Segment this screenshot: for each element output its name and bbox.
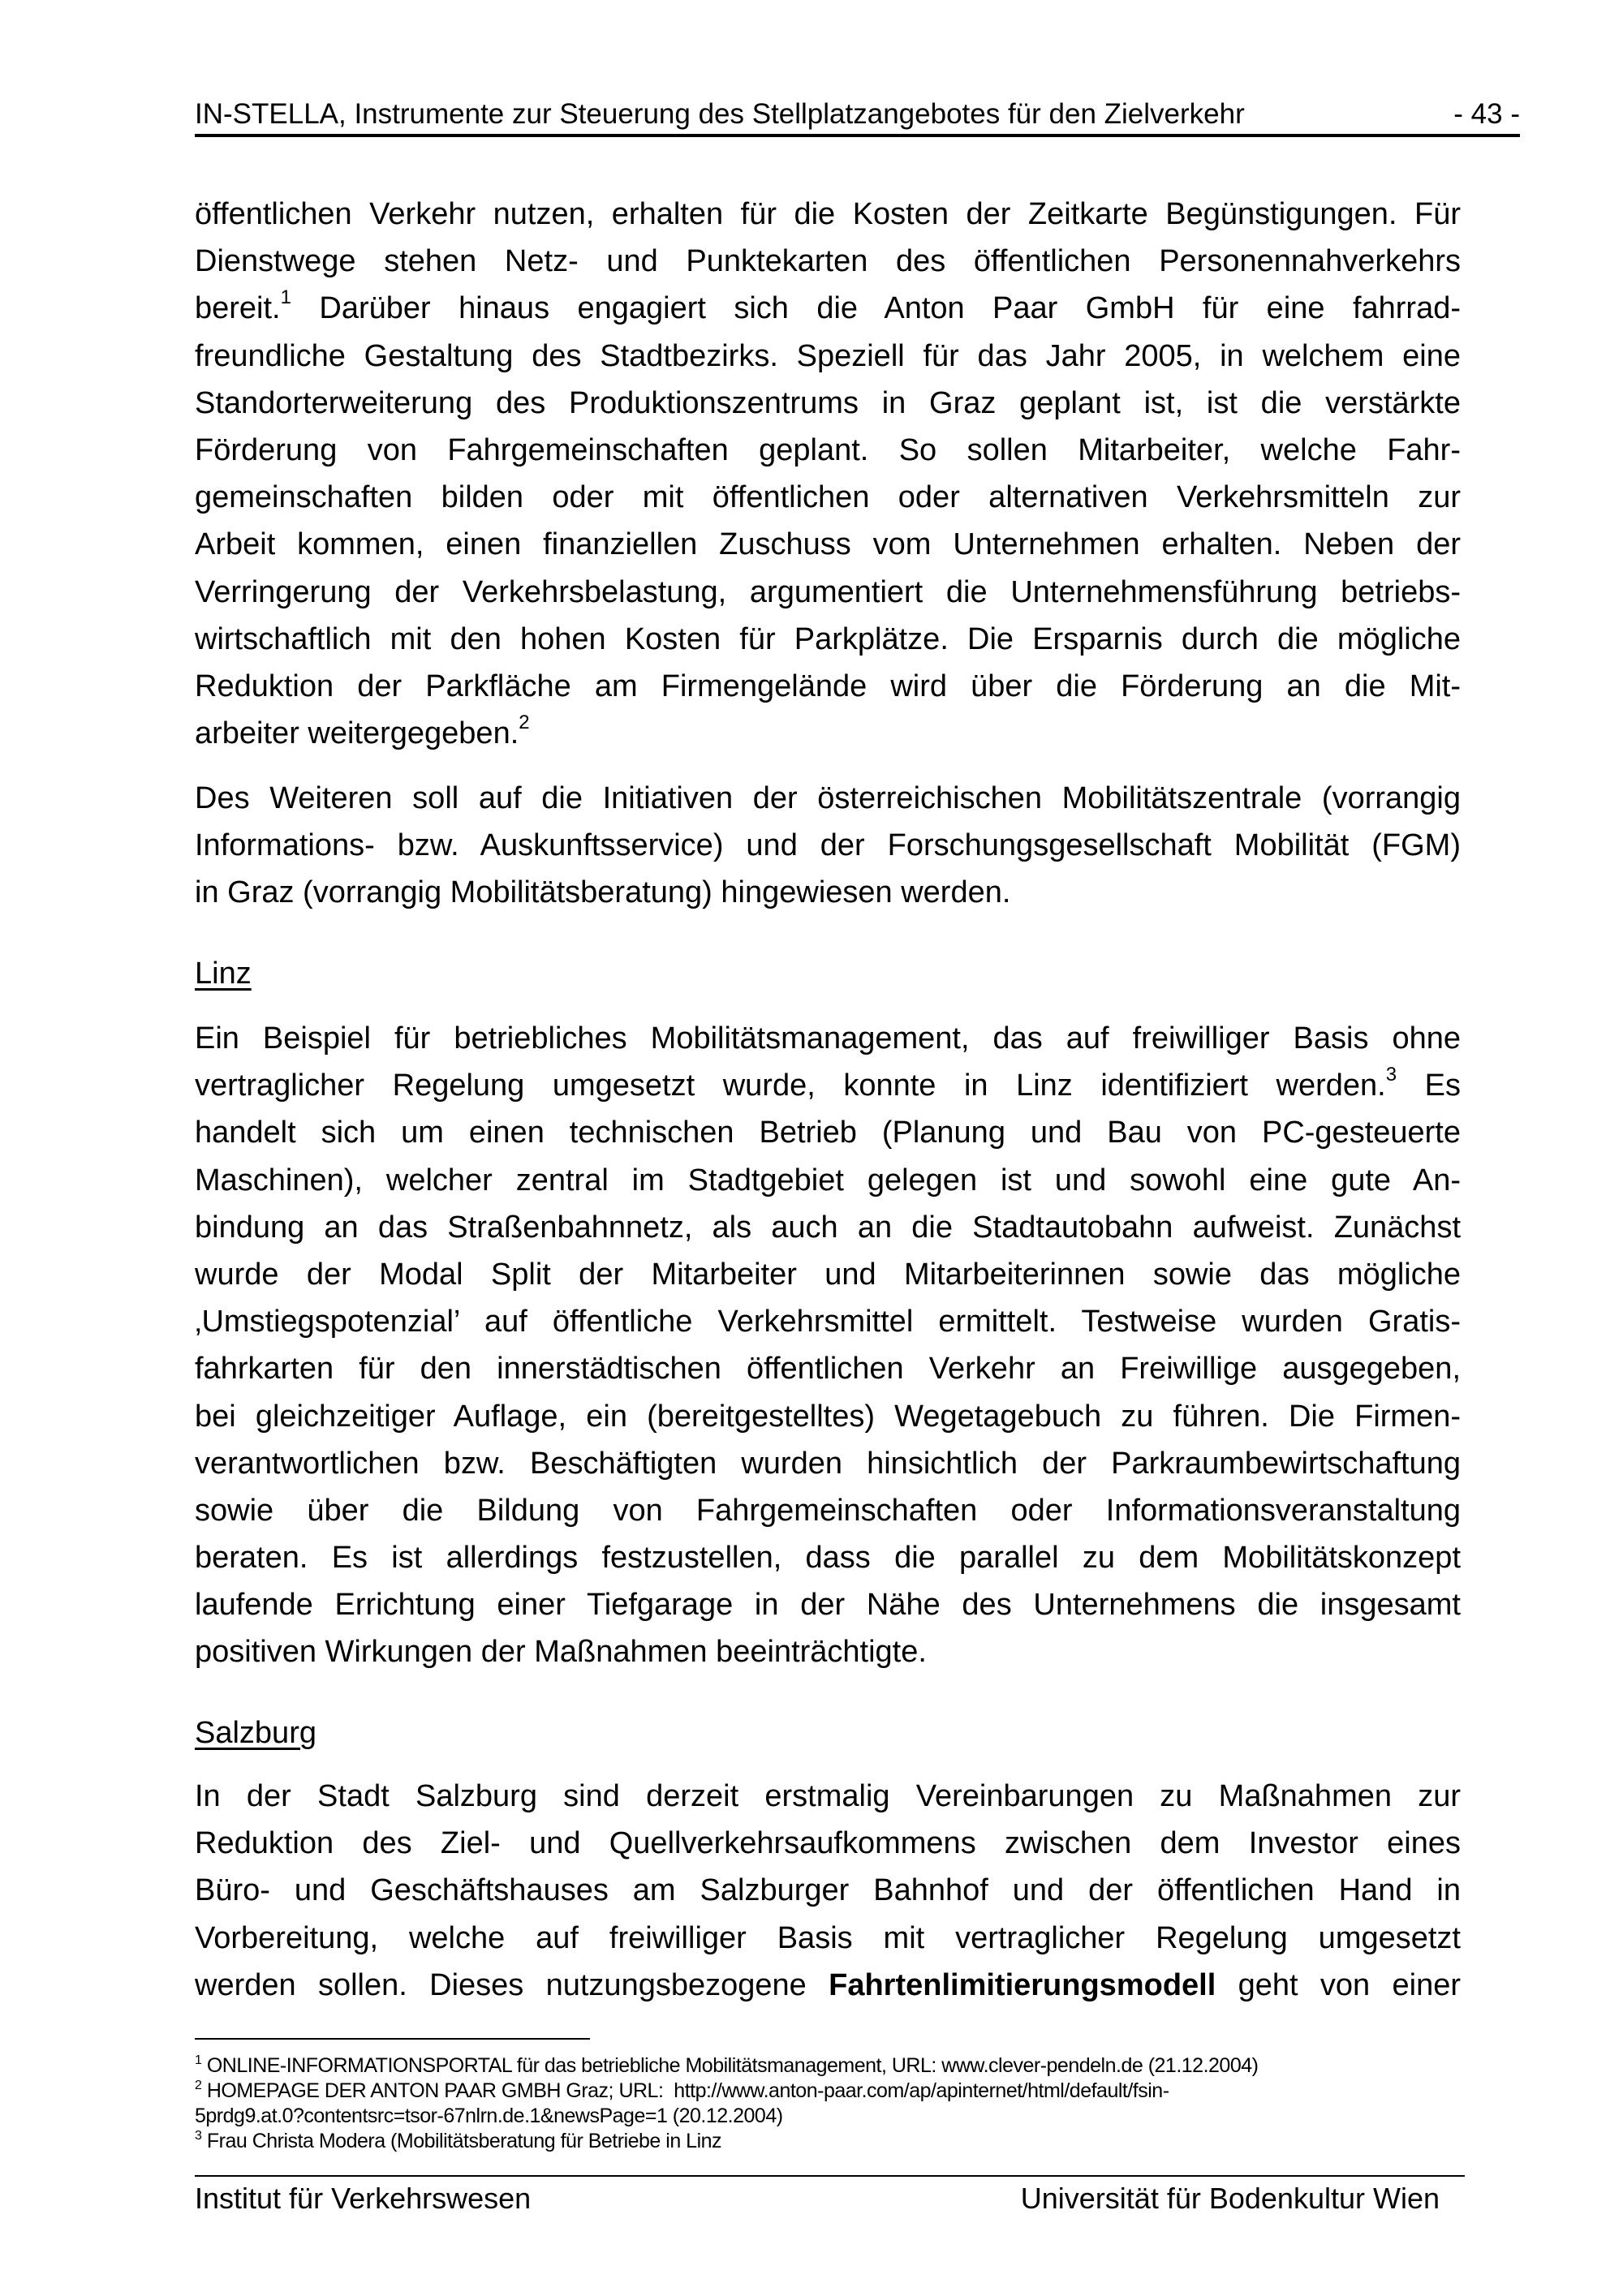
text-run: Informations- bzw. Auskunftsservice) und der Forschungsgesellschaft Mobilität (FGM) (195, 828, 1461, 863)
text-run: Standorterweiterung des Produktionszentrums in Graz geplant ist, ist die verstärkte (195, 385, 1461, 420)
text-line (195, 191, 1461, 238)
text-run: Darüber hinaus engagiert sich die Anton Paar GmbH für eine fahrrad- (291, 291, 1461, 326)
footnote-text: ONLINE-INFORMATIONSPORTAL für das betriebliche Mobilitätsmanagement, URL: www.clever-pendeln.de (21.12.2004) (201, 2054, 1259, 2077)
text-line (195, 869, 1461, 916)
text-run: fahrkarten für den innerstädtischen öffentlichen Verkehr an Freiwillige ausgegeben, (195, 1352, 1461, 1387)
footnote (195, 2129, 1493, 2154)
text-run: freundliche Gestaltung des Stadtbezirks. Speziell für das Jahr 2005, in welchem eine (195, 338, 1461, 373)
text-run: ‚Umstiegspotenzial’ auf öffentliche Verkehrsmittel ermittelt. Testweise wurden Gratis- (195, 1305, 1461, 1339)
text-run: Büro- und Geschäftshauses am Salzburger Bahnhof und der öffentlichen Hand in (195, 1873, 1461, 1908)
text-line (195, 1298, 1461, 1345)
text-line (195, 1015, 1461, 1062)
text-run: bindung an das Straßenbahnnetz, als auch an die Stadtautobahn aufweist. Zunächst (195, 1210, 1461, 1245)
text-run: Arbeit kommen, einen finanziellen Zuschuss vom Unternehmen erhalten. Neben der (195, 527, 1461, 562)
text-line (195, 1534, 1461, 1581)
footnote-ref: 3 (1385, 1064, 1397, 1086)
text-line (195, 1915, 1461, 1962)
footnotes (195, 2053, 1493, 2154)
text-line (195, 285, 1461, 332)
footnote-number: 1 (195, 2053, 202, 2067)
text-run: Reduktion der Parkfläche am Firmengelände wird über die Förderung an die Mit- (195, 669, 1461, 703)
text-line (195, 1157, 1461, 1204)
text-line (195, 1628, 1461, 1675)
text-run: verantwortlichen bzw. Beschäftigten wurden hinsichtlich der Parkraumbewirtschaftung (195, 1446, 1461, 1481)
text-run: handelt sich um einen technischen Betrieb (Planung und Bau von PC-gesteuerte (195, 1116, 1461, 1150)
text-line (195, 1773, 1461, 1820)
section-heading-text: Salzburg (195, 1716, 316, 1750)
text-run: Ein Beispiel für betriebliches Mobilitätsmanagement, das auf freiwilliger Basis ohne (195, 1021, 1461, 1056)
text-line (195, 616, 1461, 663)
text-run: beraten. Es ist allerdings festzustellen, dass die parallel zu dem Mobilitätskonzept (195, 1541, 1461, 1576)
text-run: In der Stadt Salzburg sind derzeit erstmalig Vereinbarungen zu Maßnahmen zur (195, 1779, 1461, 1813)
text-run: geht von einer (1216, 1967, 1461, 2002)
page-number: - 43 - (1453, 98, 1520, 130)
text-line (195, 822, 1461, 869)
text-run: gemeinschaften bilden oder mit öffentlichen oder alternativen Verkehrsmitteln zur (195, 480, 1461, 515)
footnote-text: Frau Christa Modera (Mobilitätsberatung für Betriebe in Linz (201, 2130, 722, 2152)
text-run: bereit. (195, 291, 281, 326)
text-run: Verringerung der Verkehrsbelastung, argumentiert die Unternehmensführung betriebs- (195, 574, 1461, 609)
footer-institute: Institut für Verkehrswesen (195, 2182, 532, 2215)
footnote-text: HOMEPAGE DER ANTON PAAR GMBH Graz; URL: http://www.anton-paar.com/ap/apinternet/html/default/fsin- (201, 2079, 1169, 2102)
footnote-number: 3 (195, 2129, 202, 2143)
footer-rule (195, 2175, 1465, 2177)
text-line (195, 1345, 1461, 1392)
header-rule (195, 134, 1520, 137)
text-line (195, 1487, 1461, 1534)
text-line (195, 1581, 1461, 1628)
paragraph (195, 191, 1461, 757)
text-line (195, 1251, 1461, 1298)
text-line (195, 521, 1461, 568)
text-line (195, 569, 1461, 616)
footnote-text-continued: 5prdg9.at.0?contentsrc=tsor-67nlrn.de.1&newsPage=1 (20.12.2004) (195, 2105, 783, 2127)
text-run: positiven Wirkungen der Maßnahmen beeinträchtigte. (195, 1635, 927, 1670)
text-line (195, 1820, 1461, 1867)
section-heading (195, 950, 1461, 997)
text-run: Förderung von Fahrgemeinschaften geplant. So sollen Mitarbeiter, welche Fahr- (195, 432, 1461, 467)
footnote (195, 2053, 1493, 2079)
text-line (195, 1962, 1461, 2009)
footnote (195, 2079, 1493, 2104)
text-line (195, 1204, 1461, 1251)
text-run: wurde der Modal Split der Mitarbeiter und Mitarbeiterinnen sowie das mögliche (195, 1257, 1461, 1292)
text-run: sowie über die Bildung von Fahrgemeinschaften oder Informationsveranstaltung (195, 1493, 1461, 1528)
text-run: vertraglicher Regelung umgesetzt wurde, konnte in Linz identifiziert werden. (195, 1068, 1386, 1103)
text-line (195, 333, 1461, 380)
footer-university: Universität für Bodenkultur Wien (1020, 2182, 1440, 2215)
text-run: in Graz (vorrangig Mobilitätsberatung) hingewiesen werden. (195, 875, 1011, 910)
bold-term: Fahrtenlimitierungsmodell (829, 1967, 1216, 2002)
text-run: wirtschaftlich mit den hohen Kosten für Parkplätze. Die Ersparnis durch die mögliche (195, 621, 1461, 656)
footnote-ref: 1 (280, 286, 291, 309)
text-run: Dienstwege stehen Netz- und Punktekarten des öffentlichen Personennahverkehrs (195, 244, 1461, 279)
paragraph (195, 1015, 1461, 1676)
section-heading (195, 1709, 1461, 1756)
text-line (195, 1393, 1461, 1440)
text-run: Vorbereitung, welche auf freiwilliger Basis mit vertraglicher Regelung umgesetzt (195, 1920, 1461, 1955)
section-heading-text: Linz (195, 957, 252, 991)
text-line (195, 1062, 1461, 1109)
footnote-separator (195, 2038, 590, 2040)
footnote-number: 2 (195, 2079, 202, 2092)
text-line (195, 663, 1461, 710)
text-run: öffentlichen Verkehr nutzen, erhalten für die Kosten der Zeitkarte Begünstigungen. Für (195, 197, 1461, 231)
text-run: Es (1397, 1068, 1461, 1103)
text-run: arbeiter weitergegeben. (195, 716, 519, 751)
text-run: Maschinen), welcher zentral im Stadtgebiet gelegen ist und sowohl eine gute An- (195, 1163, 1461, 1197)
paragraph (195, 775, 1461, 917)
text-line (195, 710, 1461, 757)
text-run: Reduktion des Ziel- und Quellverkehrsaufkommens zwischen dem Investor eines (195, 1826, 1461, 1861)
text-line (195, 380, 1461, 427)
footnote-ref: 2 (519, 712, 530, 734)
text-line (195, 1867, 1461, 1914)
text-run: werden sollen. Dieses nutzungsbezogene (195, 1967, 829, 2002)
text-line (195, 775, 1461, 822)
running-header-title: IN-STELLA, Instrumente zur Steuerung des Stellplatzangebotes für den Zielverkehr (195, 98, 1245, 130)
text-line (195, 1440, 1461, 1487)
text-run: bei gleichzeitiger Auflage, ein (bereitgestelltes) Wegetagebuch zu führen. Die Firmen- (195, 1399, 1461, 1434)
text-run: laufende Errichtung einer Tiefgarage in der Nähe des Unternehmens die insgesamt (195, 1588, 1461, 1623)
text-run: Des Weiteren soll auf die Initiativen der österreichischen Mobilitätszentrale (vorrangig (195, 781, 1461, 815)
text-line (195, 427, 1461, 474)
text-line (195, 238, 1461, 285)
text-line (195, 1109, 1461, 1156)
text-line (195, 474, 1461, 521)
paragraph (195, 1773, 1461, 2009)
